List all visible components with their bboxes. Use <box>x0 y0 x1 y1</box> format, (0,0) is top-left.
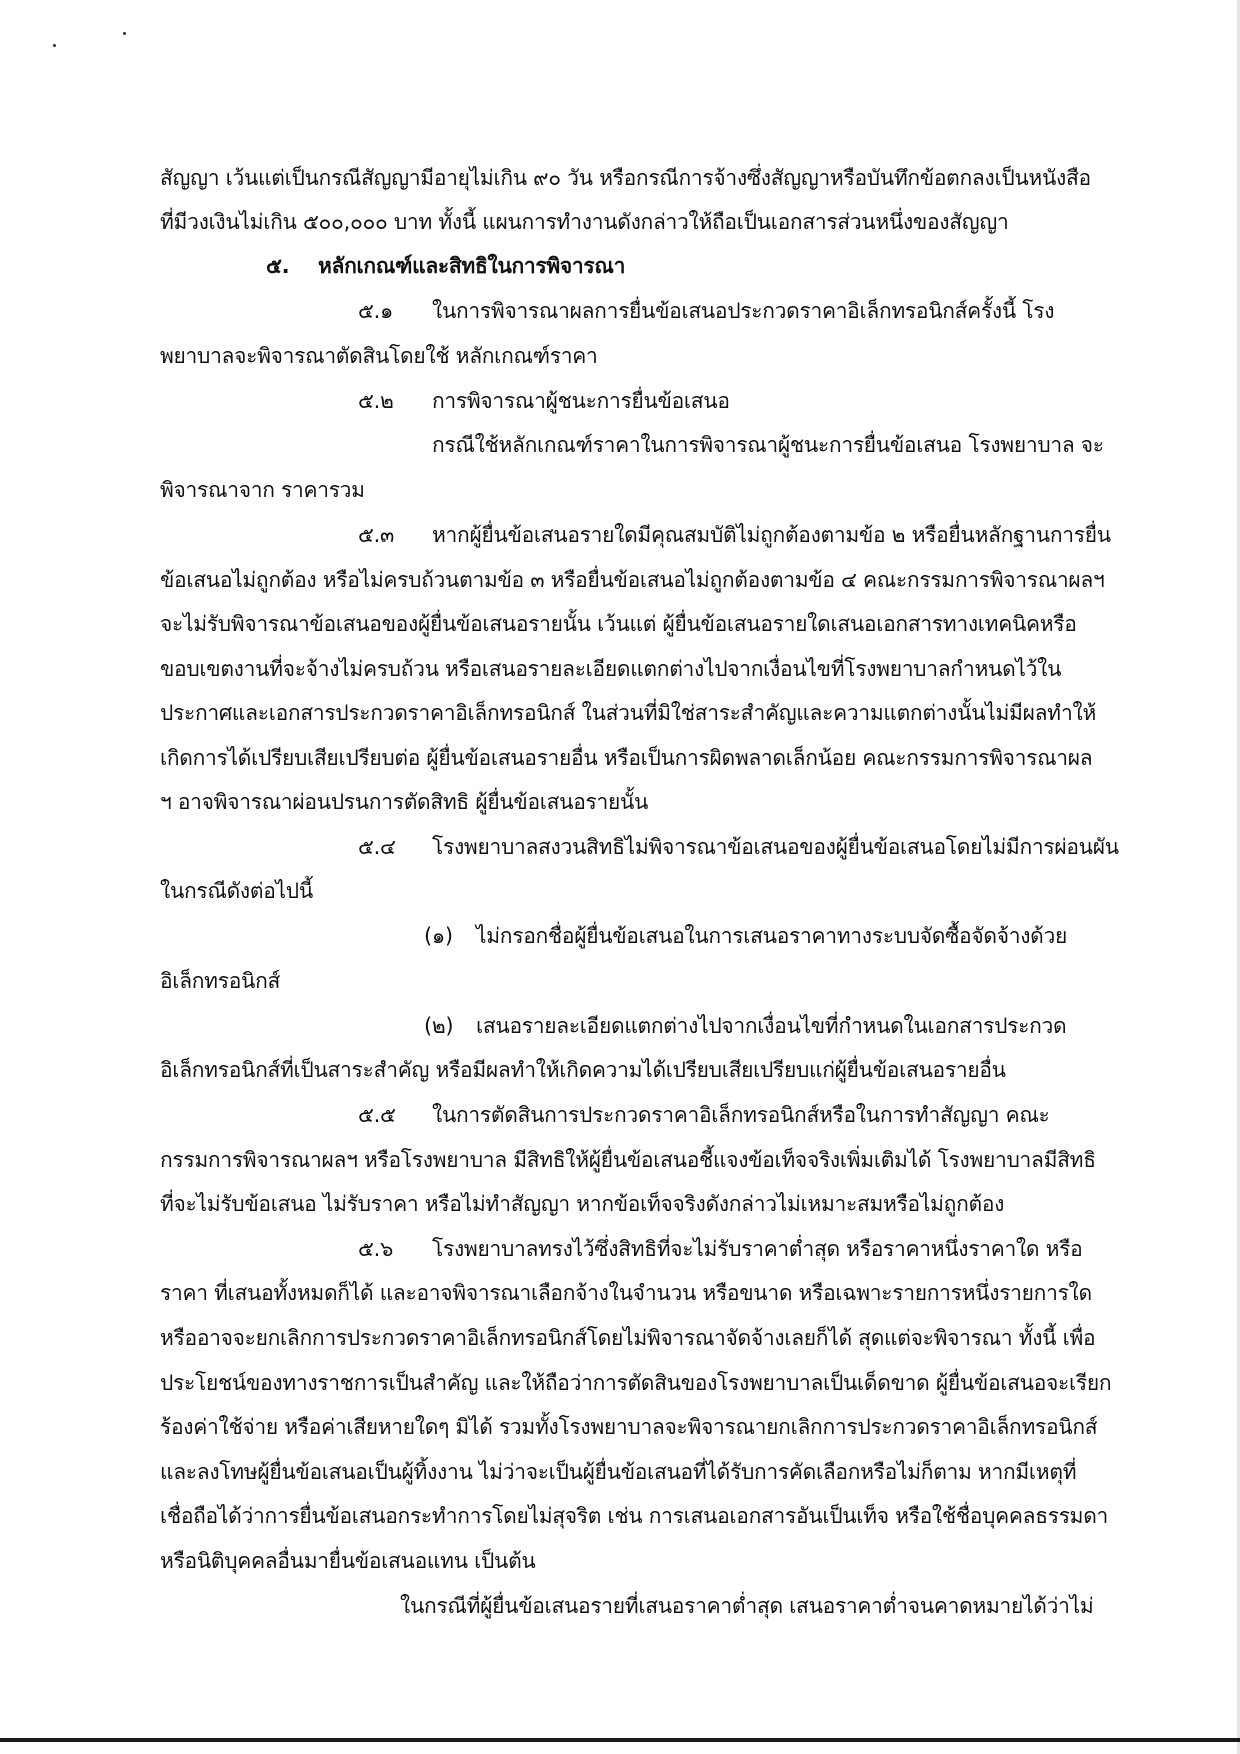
clause-text: หากผู้ยื่นข้อเสนอรายใดมีคุณสมบัติไม่ถูกต้องตามข้อ ๒ หรือยื่นหลักฐานการยื่น <box>432 523 1111 547</box>
item-number: (๒) <box>424 1014 454 1038</box>
clause-number: ๕.๑ <box>358 299 393 323</box>
clause-text: ในการตัดสินการประกวดราคาอิเล็กทรอนิกส์หรือในการทำสัญญา คณะ <box>432 1103 1050 1127</box>
paragraph-line: ขอบเขตงานที่จะจ้างไม่ครบถ้วน หรือเสนอรายละเอียดแตกต่างไปจากเงื่อนไขที่โรงพยาบาลกำหนดไว้ใน <box>160 657 1062 681</box>
paragraph-line: ร้องค่าใช้จ่าย หรือค่าเสียหายใดๆ มิได้ รวมทั้งโรงพยาบาลจะพิจารณายกเลิกการประกวดราคาอิเล็กทรอนิกส์ <box>160 1415 1098 1439</box>
paragraph-line: ประโยชน์ของทางราชการเป็นสำคัญ และให้ถือว่าการตัดสินของโรงพยาบาลเป็นเด็ดขาด ผู้ยื่นข้อเสนอจะเรียก <box>160 1371 1112 1395</box>
clause-text: โรงพยาบาลสงวนสิทธิไม่พิจารณาข้อเสนอของผู้ยื่นข้อเสนอโดยไม่มีการผ่อนผัน <box>432 835 1119 859</box>
paragraph-line: พิจารณาจาก ราคารวม <box>160 478 365 502</box>
paragraph-line: เชื่อถือได้ว่าการยื่นข้อเสนอกระทำการโดยไม่สุจริต เช่น การเสนอเอกสารอันเป็นเท็จ หรือใช้ชื่อบุคคลธรรมดา <box>160 1504 1109 1528</box>
clause-number: ๕.๖ <box>358 1237 393 1261</box>
section-number: ๕. <box>266 254 290 278</box>
clause-number: ๕.๕ <box>358 1103 396 1127</box>
paragraph-line <box>424 918 1067 954</box>
scan-bottom-edge <box>0 1738 1240 1742</box>
paragraph-line: และลงโทษผู้ยื่นข้อเสนอเป็นผู้ทิ้งงาน ไม่ว่าจะเป็นผู้ยื่นข้อเสนอที่ได้รับการคัดเลือกหรือไม่ก็ตาม หากมีเหตุที่ <box>160 1460 1077 1484</box>
clause-number: ๕.๓ <box>358 523 395 547</box>
paragraph-line: ข้อเสนอไม่ถูกต้อง หรือไม่ครบถ้วนตามข้อ ๓ หรือยื่นข้อเสนอไม่ถูกต้องตามข้อ ๔ คณะกรรมการพิจารณาผลฯ <box>160 568 1105 592</box>
paragraph-line: ฯ อาจพิจารณาผ่อนปรนการตัดสิทธิ ผู้ยื่นข้อเสนอรายนั้น <box>160 790 649 814</box>
paragraph-line: อิเล็กทรอนิกส์ <box>160 969 280 993</box>
item-text: ไม่กรอกชื่อผู้ยื่นข้อเสนอในการเสนอราคาทางระบบจัดซื้อจัดจ้างด้วย <box>476 924 1067 948</box>
item-text: เสนอรายละเอียดแตกต่างไปจากเงื่อนไขที่กำหนดในเอกสารประกวด <box>476 1014 1067 1038</box>
paragraph-line: กรรมการพิจารณาผลฯ หรือโรงพยาบาล มีสิทธิให้ผู้ยื่นข้อเสนอชี้แจงข้อเท็จจริงเพิ่มเติมได้ โรงพยาบาลมีสิทธิ <box>160 1148 1096 1172</box>
paragraph-line: ประกาศและเอกสารประกวดราคาอิเล็กทรอนิกส์ ในส่วนที่มิใช่สาระสำคัญและความแตกต่างนั้นไม่มีผลทำให้ <box>160 701 1096 725</box>
paragraph-line: เกิดการได้เปรียบเสียเปรียบต่อ ผู้ยื่นข้อเสนอรายอื่น หรือเป็นการผิดพลาดเล็กน้อย คณะกรรมการพิจารณาผล <box>160 746 1093 770</box>
paragraph-line <box>424 1008 1066 1044</box>
paragraph-line: ที่จะไม่รับข้อเสนอ ไม่รับราคา หรือไม่ทำสัญญา หากข้อเท็จจริงดังกล่าวไม่เหมาะสมหรือไม่ถูกต้อง <box>160 1192 1005 1216</box>
paragraph-line <box>358 383 730 419</box>
clause-number: ๕.๔ <box>358 835 396 859</box>
paragraph-line <box>358 1097 1050 1133</box>
paragraph-line: ในกรณีที่ผู้ยื่นข้อเสนอรายที่เสนอราคาต่ำสุด เสนอราคาต่ำจนคาดหมายได้ว่าไม่ <box>400 1594 1094 1618</box>
paragraph-line: พยาบาลจะพิจารณาตัดสินโดยใช้ หลักเกณฑ์ราคา <box>160 344 598 368</box>
clause-text: โรงพยาบาลทรงไว้ซึ่งสิทธิที่จะไม่รับราคาต่ำสุด หรือราคาหนึ่งราคาใด หรือ <box>432 1237 1083 1261</box>
paragraph-line <box>358 1231 1082 1267</box>
paragraph-line: สัญญา เว้นแต่เป็นกรณีสัญญามีอายุไม่เกิน ๙๐ วัน หรือกรณีการจ้างซึ่งสัญญาหรือบันทึกข้อตกลงเป็นหนังสือ <box>160 166 1091 190</box>
paragraph-line: อิเล็กทรอนิกส์ที่เป็นสาระสำคัญ หรือมีผลทำให้เกิดความได้เปรียบเสียเปรียบแก่ผู้ยื่นข้อเสนอรายอื่น <box>160 1058 1006 1082</box>
clause-number: ๕.๒ <box>358 389 394 413</box>
section-heading <box>266 248 625 284</box>
clause-text: ในการพิจารณาผลการยื่นข้อเสนอประกวดราคาอิเล็กทรอนิกส์ครั้งนี้ โรง <box>432 299 1055 323</box>
paragraph-line: หรือนิติบุคคลอื่นมายื่นข้อเสนอแทน เป็นต้น <box>160 1549 536 1573</box>
item-number: (๑) <box>424 924 453 948</box>
clause-text: การพิจารณาผู้ชนะการยื่นข้อเสนอ <box>432 389 730 413</box>
paragraph-line <box>358 293 1054 329</box>
paragraph-line <box>358 829 1119 865</box>
scan-speck <box>53 44 56 47</box>
paragraph-line <box>358 517 1111 553</box>
paragraph-line: จะไม่รับพิจารณาข้อเสนอของผู้ยื่นข้อเสนอรายนั้น เว้นแต่ ผู้ยื่นข้อเสนอรายใดเสนอเอกสารทางเทคนิคหรือ <box>160 612 1077 636</box>
paragraph-line: กรณีใช้หลักเกณฑ์ราคาในการพิจารณาผู้ชนะการยื่นข้อเสนอ โรงพยาบาล จะ <box>432 433 1104 457</box>
section-title: หลักเกณฑ์และสิทธิในการพิจารณา <box>318 254 626 278</box>
paragraph-line: หรืออาจจะยกเลิกการประกวดราคาอิเล็กทรอนิกส์โดยไม่พิจารณาจัดจ้างเลยก็ได้ สุดแต่จะพิจารณา ทั้งนี้ เพื่อ <box>160 1326 1096 1350</box>
paragraph-line: ราคา ที่เสนอทั้งหมดก็ได้ และอาจพิจารณาเลือกจ้างในจำนวน หรือขนาด หรือเฉพาะรายการหนึ่งรายการใด <box>160 1281 1092 1305</box>
paragraph-line: ที่มีวงเงินไม่เกิน ๕๐๐,๐๐๐ บาท ทั้งนี้ แผนการทำงานดังกล่าวให้ถือเป็นเอกสารส่วนหนึ่งของสัญญา <box>160 210 1009 234</box>
scan-speck <box>123 32 126 35</box>
paragraph-line: ในกรณีดังต่อไปนี้ <box>160 879 313 903</box>
